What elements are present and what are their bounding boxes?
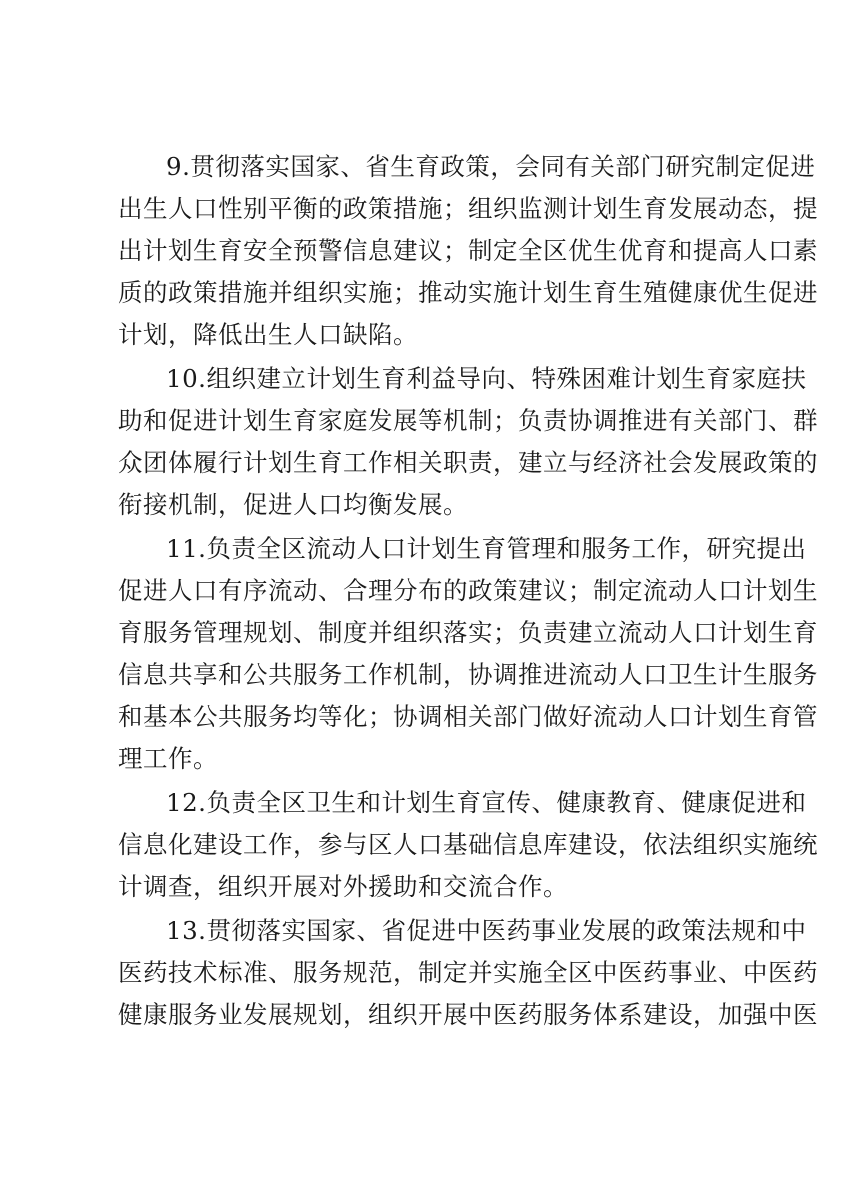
- paragraph-line: 计调查，组织开展对外援助和交流合作。: [118, 872, 568, 901]
- paragraph-line: 质的政策措施并组织实施；推动实施计划生育生殖健康优生促进: [118, 278, 818, 307]
- paragraph-line: 12.负责全区卫生和计划生育宣传、健康教育、健康促进和: [166, 788, 807, 817]
- paragraph-line: 出计划生育安全预警信息建议；制定全区优生优育和提高人口素: [118, 236, 818, 265]
- paragraph-line: 育服务管理规划、制度并组织落实；负责建立流动人口计划生育: [118, 618, 818, 647]
- paragraph-line: 促进人口有序流动、合理分布的政策建议；制定流动人口计划生: [118, 576, 818, 605]
- paragraph-item-9: [118, 146, 818, 356]
- paragraph-line: 出生人口性别平衡的政策措施；组织监测计划生育发展动态，提: [118, 194, 818, 223]
- paragraph-line: 信息化建设工作，参与区人口基础信息库建设，依法组织实施统: [118, 830, 818, 859]
- paragraph-line: 10.组织建立计划生育利益导向、特殊困难计划生育家庭扶: [166, 364, 807, 393]
- paragraph-line: 健康服务业发展规划，组织开展中医药服务体系建设，加强中医: [118, 1000, 818, 1029]
- paragraph-item-12: [118, 782, 818, 908]
- paragraph-line: 11.负责全区流动人口计划生育管理和服务工作，研究提出: [166, 534, 807, 563]
- paragraph-line: 医药技术标准、服务规范，制定并实施全区中医药事业、中医药: [118, 958, 818, 987]
- paragraph-line: 信息共享和公共服务工作机制，协调推进流动人口卫生计生服务: [118, 660, 818, 689]
- paragraph-line: 计划，降低出生人口缺陷。: [118, 320, 418, 349]
- paragraph-item-10: [118, 358, 818, 526]
- paragraph-line: 助和促进计划生育家庭发展等机制；负责协调推进有关部门、群: [118, 406, 818, 435]
- paragraph-line: 9.贯彻落实国家、省生育政策，会同有关部门研究制定促进: [166, 152, 816, 181]
- paragraph-item-13: [118, 910, 818, 1036]
- paragraph-line: 理工作。: [118, 744, 218, 773]
- paragraph-line: 衔接机制，促进人口均衡发展。: [118, 490, 468, 519]
- paragraph-item-11: [118, 528, 818, 780]
- paragraph-line: 13.贯彻落实国家、省促进中医药事业发展的政策法规和中: [166, 916, 807, 945]
- paragraph-line: 众团体履行计划生育工作相关职责，建立与经济社会发展政策的: [118, 448, 818, 477]
- paragraph-line: 和基本公共服务均等化；协调相关部门做好流动人口计划生育管: [118, 702, 818, 731]
- document-body: [118, 146, 818, 1038]
